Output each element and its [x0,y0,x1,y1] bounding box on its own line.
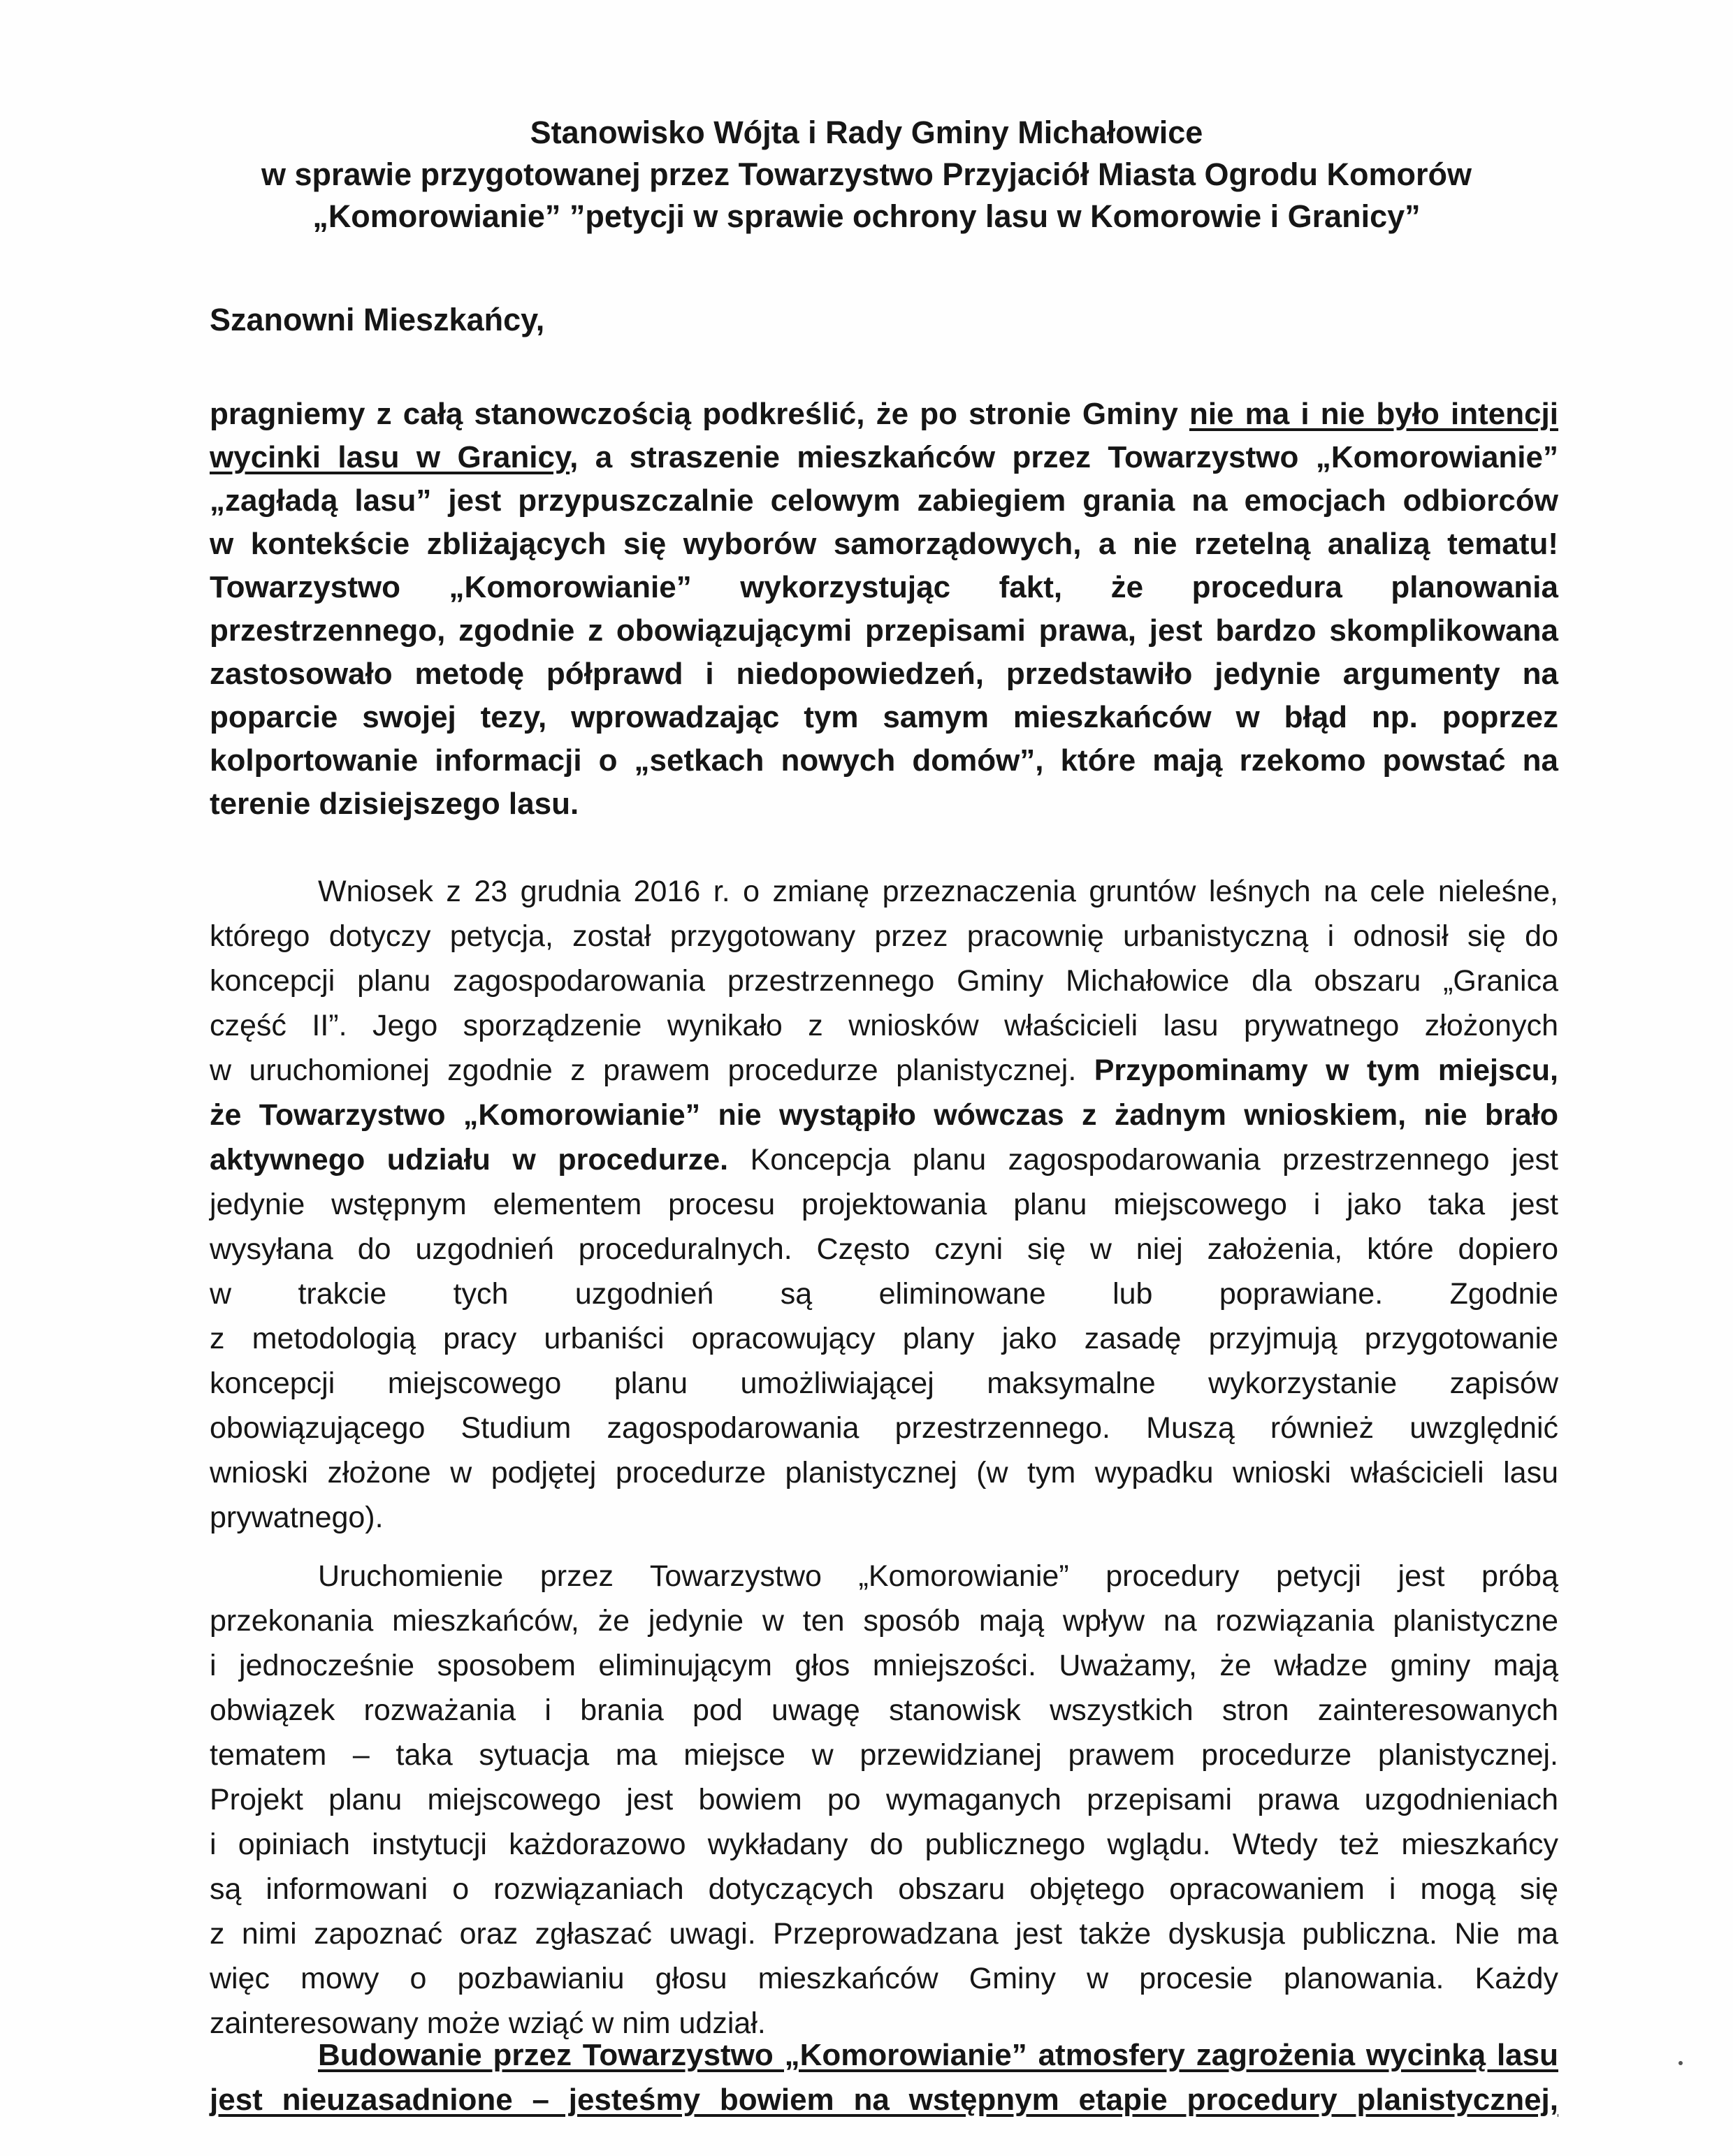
paragraph-line: że Towarzystwo „Komorowianie” nie wystąpiło wówczas z żadnym wnioskiem, nie brało [210,1098,1558,1132]
paragraph-line: zastosowało metodę półprawd i niedopowiedzeń, przedstawiło jedynie argumenty na [210,657,1558,691]
paragraph-line: Towarzystwo „Komorowianie” wykorzystując fakt, że procedura planowania [210,570,1558,604]
scan-dot [1678,2061,1683,2065]
paragraph-line: więc mowy o pozbawianiu głosu mieszkańców Gminy w procesie planowania. Każdy [210,1962,1558,1995]
paragraph-line: jedynie wstępnym elementem procesu projektowania planu miejscowego i jako taka jest [210,1188,1558,1221]
underlined-text: wycinki lasu w Granicy [210,440,570,474]
paragraph-3 [210,1554,1558,2046]
paragraph-line: Uruchomienie przez Towarzystwo „Komorowianie” procedury petycji jest próbą [318,1559,1558,1593]
salutation: Szanowni Mieszkańcy, [210,302,545,337]
paragraph-line: z nimi zapoznać oraz zgłaszać uwagi. Przeprowadzana jest także dyskusja publiczna. Nie ma [210,1917,1558,1951]
paragraph-line: przekonania mieszkańców, że jedynie w ten sposób mają wpływ na rozwiązania planistyczne [210,1604,1558,1638]
paragraph-line: obowiązującego Studium zagospodarowania przestrzennego. Muszą również uwzględnić [210,1411,1558,1445]
paragraph-line: wnioski złożone w podjętej procedurze planistycznej (w tym wypadku wnioski właścicieli lasu [210,1456,1558,1489]
paragraph-line: wysyłana do uzgodnień proceduralnych. Często czyni się w niej założenia, które dopiero [210,1232,1558,1266]
paragraph-line: w trakcie tych uzgodnień są eliminowane lub poprawiane. Zgodnie [210,1277,1558,1311]
paragraph-line: Wniosek z 23 grudnia 2016 r. o zmianę przeznaczenia gruntów leśnych na cele nieleśne, [318,875,1558,908]
paragraph-line: Budowanie przez Towarzystwo „Komorowianie” atmosfery zagrożenia wycinką lasu [318,2038,1558,2072]
document-title [161,112,1572,238]
paragraph-line [210,436,1558,479]
paragraph-line: terenie dzisiejszego lasu. [210,787,579,821]
paragraph-line: zainteresowany może wziąć w nim udział. [210,2006,766,2040]
title-line-3: „Komorowianie” ”petycji w sprawie ochrony lasu w Komorowie i Granicy” [312,198,1421,234]
paragraph-line: obwiązek rozważania i brania pod uwagę stanowisk wszystkich stron zainteresowanych [210,1694,1558,1727]
paragraph-line: jest nieuzasadnione – jesteśmy bowiem na wstępnym etapie procedury planistycznej, [210,2083,1558,2117]
paragraph-line [210,393,1558,436]
paragraph-line: część II”. Jego sporządzenie wynikało z wniosków właścicieli lasu prywatnego złożonych [210,1009,1558,1042]
paragraph-line: koncepcji miejscowego planu umożliwiającej maksymalne wykorzystanie zapisów [210,1367,1558,1400]
text-run: w uruchomionej zgodnie z prawem procedurze planistycznej. [210,1054,1094,1087]
paragraph-2 [210,869,1558,1540]
paragraph-line: i jednocześnie sposobem eliminującym głos mniejszości. Uważamy, że władze gminy mają [210,1649,1558,1682]
text-run: pragniemy z całą stanowczością podkreślić, że po stronie Gminy [210,397,1189,431]
paragraph-line: poparcie swojej tezy, wprowadzając tym samym mieszkańców w błąd np. poprzez [210,700,1558,734]
title-line-1: Stanowisko Wójta i Rady Gminy Michałowice [530,115,1203,150]
bold-text: Przypominamy w tym miejscu, [1094,1054,1558,1087]
paragraph-line: kolportowanie informacji o „setkach nowych domów”, które mają rzekomo powstać na [210,743,1558,778]
paragraph-line: koncepcji planu zagospodarowania przestrzennego Gminy Michałowice dla obszaru „Granica [210,964,1558,998]
bold-text: aktywnego udziału w procedurze. [210,1143,729,1177]
paragraph-line [210,1137,1558,1182]
paragraph-line: przestrzennego, zgodnie z obowiązującymi przepisami prawa, jest bardzo skomplikowana [210,613,1558,648]
paragraph-4 [210,2033,1558,2122]
paragraph-line: z metodologią pracy urbaniści opracowujący plany jako zasadę przyjmują przygotowanie [210,1322,1558,1355]
title-line-2: w sprawie przygotowanej przez Towarzystwo Przyjaciół Miasta Ogrodu Komorów [261,156,1472,192]
paragraph-line: są informowani o rozwiązaniach dotyczących obszaru objętego opracowaniem i mogą się [210,1872,1558,1906]
paragraph-line: którego dotyczy petycja, został przygotowany przez pracownię urbanistyczną i odnosił się do [210,919,1558,953]
paragraph-line: „zagładą lasu” jest przypuszczalnie celowym zabiegiem grania na emocjach odbiorców [210,483,1558,518]
paragraph-1 [210,393,1558,826]
paragraph-line: prywatnego). [210,1501,384,1534]
underlined-text: nie ma i nie było intencji [1189,397,1558,431]
text-run: Koncepcja planu zagospodarowania przestrzennego jest [728,1143,1558,1177]
paragraph-line [210,1048,1558,1093]
paragraph-line: i opiniach instytucji każdorazowo wykładany do publicznego wglądu. Wtedy też mieszkańcy [210,1828,1558,1861]
text-run: , a straszenie mieszkańców przez Towarzystwo „Komorowianie” [570,440,1558,474]
paragraph-line: Projekt planu miejscowego jest bowiem po wymaganych przepisami prawa uzgodnieniach [210,1783,1558,1816]
paragraph-line: tematem – taka sytuacja ma miejsce w przewidzianej prawem procedurze planistycznej. [210,1738,1558,1772]
paragraph-line: w kontekście zbliżających się wyborów samorządowych, a nie rzetelną analizą tematu! [210,527,1558,561]
